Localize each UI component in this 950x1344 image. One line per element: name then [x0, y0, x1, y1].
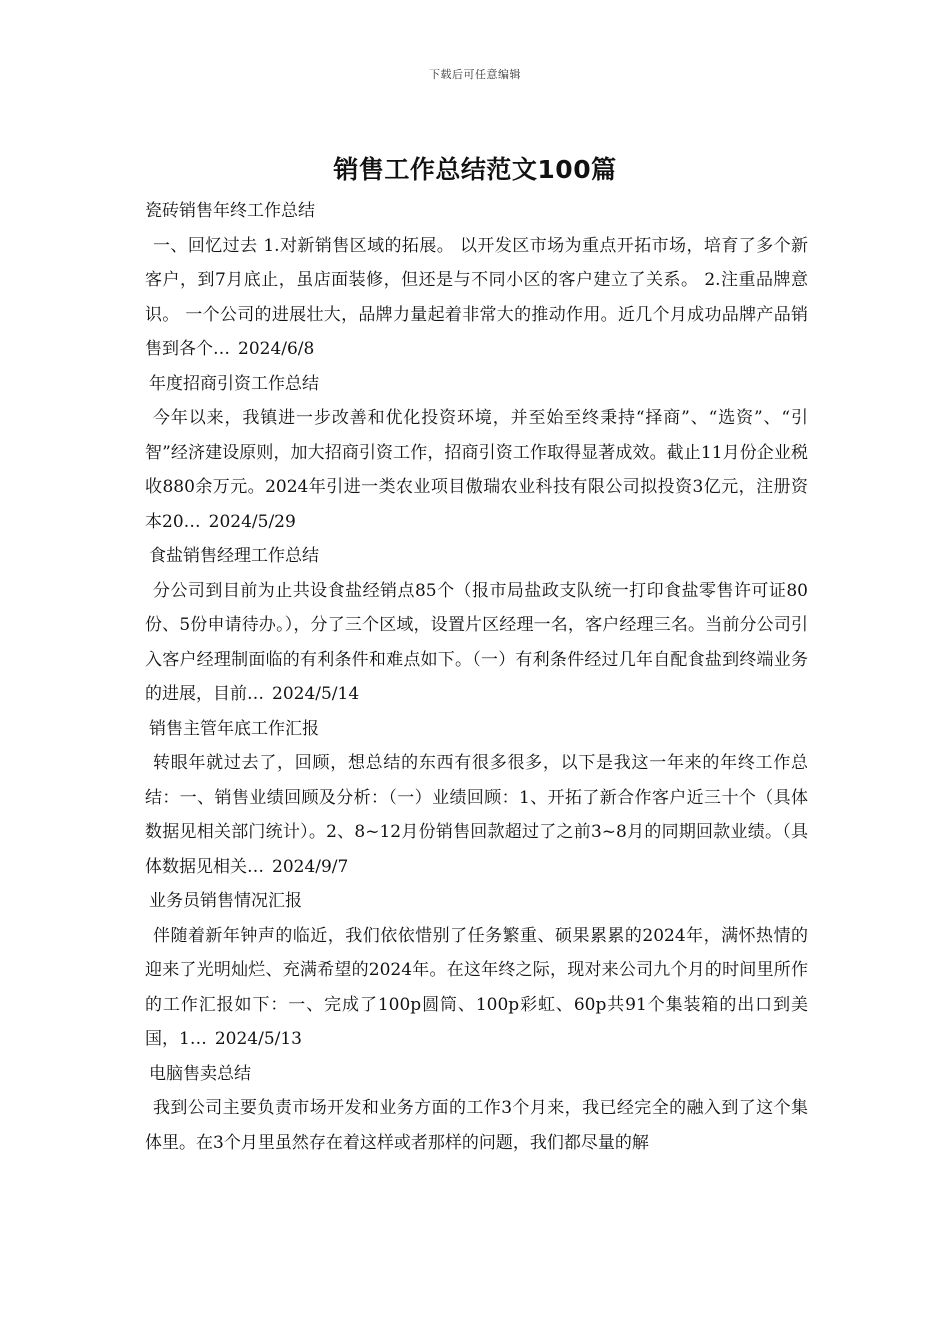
entry-title: 瓷砖销售年终工作总结: [145, 201, 315, 221]
entry-body: [145, 229, 808, 367]
entry-date: 2024/6/8: [238, 339, 315, 359]
entry-date: 2024/5/13: [214, 1029, 302, 1049]
entry-body-text: 分公司到目前为止共设食盐经销点85个（报市局盐政支队统一打印食盐零售许可证80份、5份申请待办。），分了三个区域，设置片区经理一名，客户经理三名。当前分公司引入客户经理制面临的有利条件和难点如下。（一）有利条件经过几年自配食盐到终端业务的进展，目前…: [145, 580, 808, 704]
entry-body-text: 伴随着新年钟声的临近，我们依依惜别了任务繁重、硕果累累的2024年，满怀热情的迎来了光明灿烂、充满希望的2024年。在这年终之际，现对来公司九个月的时间里所作的工作汇报如下：一、完成了100p圆筒、100p彩虹、60p共91个集装箱的出口到美国，1…: [145, 925, 808, 1049]
entry-body: [145, 746, 808, 884]
entry: [145, 194, 808, 367]
entry-body: [145, 401, 808, 539]
entry-title: 业务员销售情况汇报: [149, 891, 302, 911]
document-content: [145, 194, 808, 1160]
entry: [145, 367, 808, 540]
entry-body-text: 我到公司主要负责市场开发和业务方面的工作3个月来，我已经完全的融入到了这个集体里。在3个月里虽然存在着这样或者那样的问题，我们都尽量的解: [145, 1098, 808, 1153]
entry-title: 电脑售卖总结: [149, 1063, 251, 1084]
entry-body: [145, 919, 808, 1057]
entry: [145, 1057, 808, 1161]
entry: [145, 884, 808, 1057]
entry-body-text: 今年以来，我镇进一步改善和优化投资环境，并至始至终秉持“择商”、“选资”、“引智”经济建设原则，加大招商引资工作，招商引资工作取得显著成效。截止11月份企业税收880余万元。2024年引进一类农业项目傲瑞农业科技有限公司拟投资3亿元，注册资本20…: [145, 408, 808, 532]
entry-body-text: 转眼年就过去了，回顾，想总结的东西有很多很多，以下是我这一年来的年终工作总结：一、销售业绩回顾及分析：（一）业绩回顾：1、开拓了新合作客户近三十个（具体数据见相关部门统计）。2、8~12月份销售回款超过了之前3~8月的同期回款业绩。（具体数据见相关…: [145, 753, 808, 877]
entry: [145, 712, 808, 885]
entry-title: 食盐销售经理工作总结: [149, 546, 319, 566]
document-title: 销售工作总结范文100篇: [333, 155, 617, 184]
entry-date: 2024/5/14: [272, 684, 360, 704]
entry-body: [145, 1091, 808, 1160]
header-note: 下载后可任意编辑: [429, 68, 521, 81]
entry-body-text: 一、回忆过去 1.对新销售区域的拓展。 以开发区市场为重点开拓市场，培育了多个新客户，到7月底止，虽店面装修，但还是与不同小区的客户建立了关系。 2.注重品牌意识。 一个公司的进展壮大，品牌力量起着非常大的推动作用。近几个月成功品牌产品销售到各个…: [145, 235, 808, 359]
entry-date: 2024/5/29: [208, 511, 296, 532]
entry-title: 年度招商引资工作总结: [149, 373, 319, 394]
entry-title: 销售主管年底工作汇报: [149, 718, 319, 739]
entry: [145, 539, 808, 712]
entry-body: [145, 574, 808, 712]
entry-date: 2024/9/7: [272, 856, 349, 877]
